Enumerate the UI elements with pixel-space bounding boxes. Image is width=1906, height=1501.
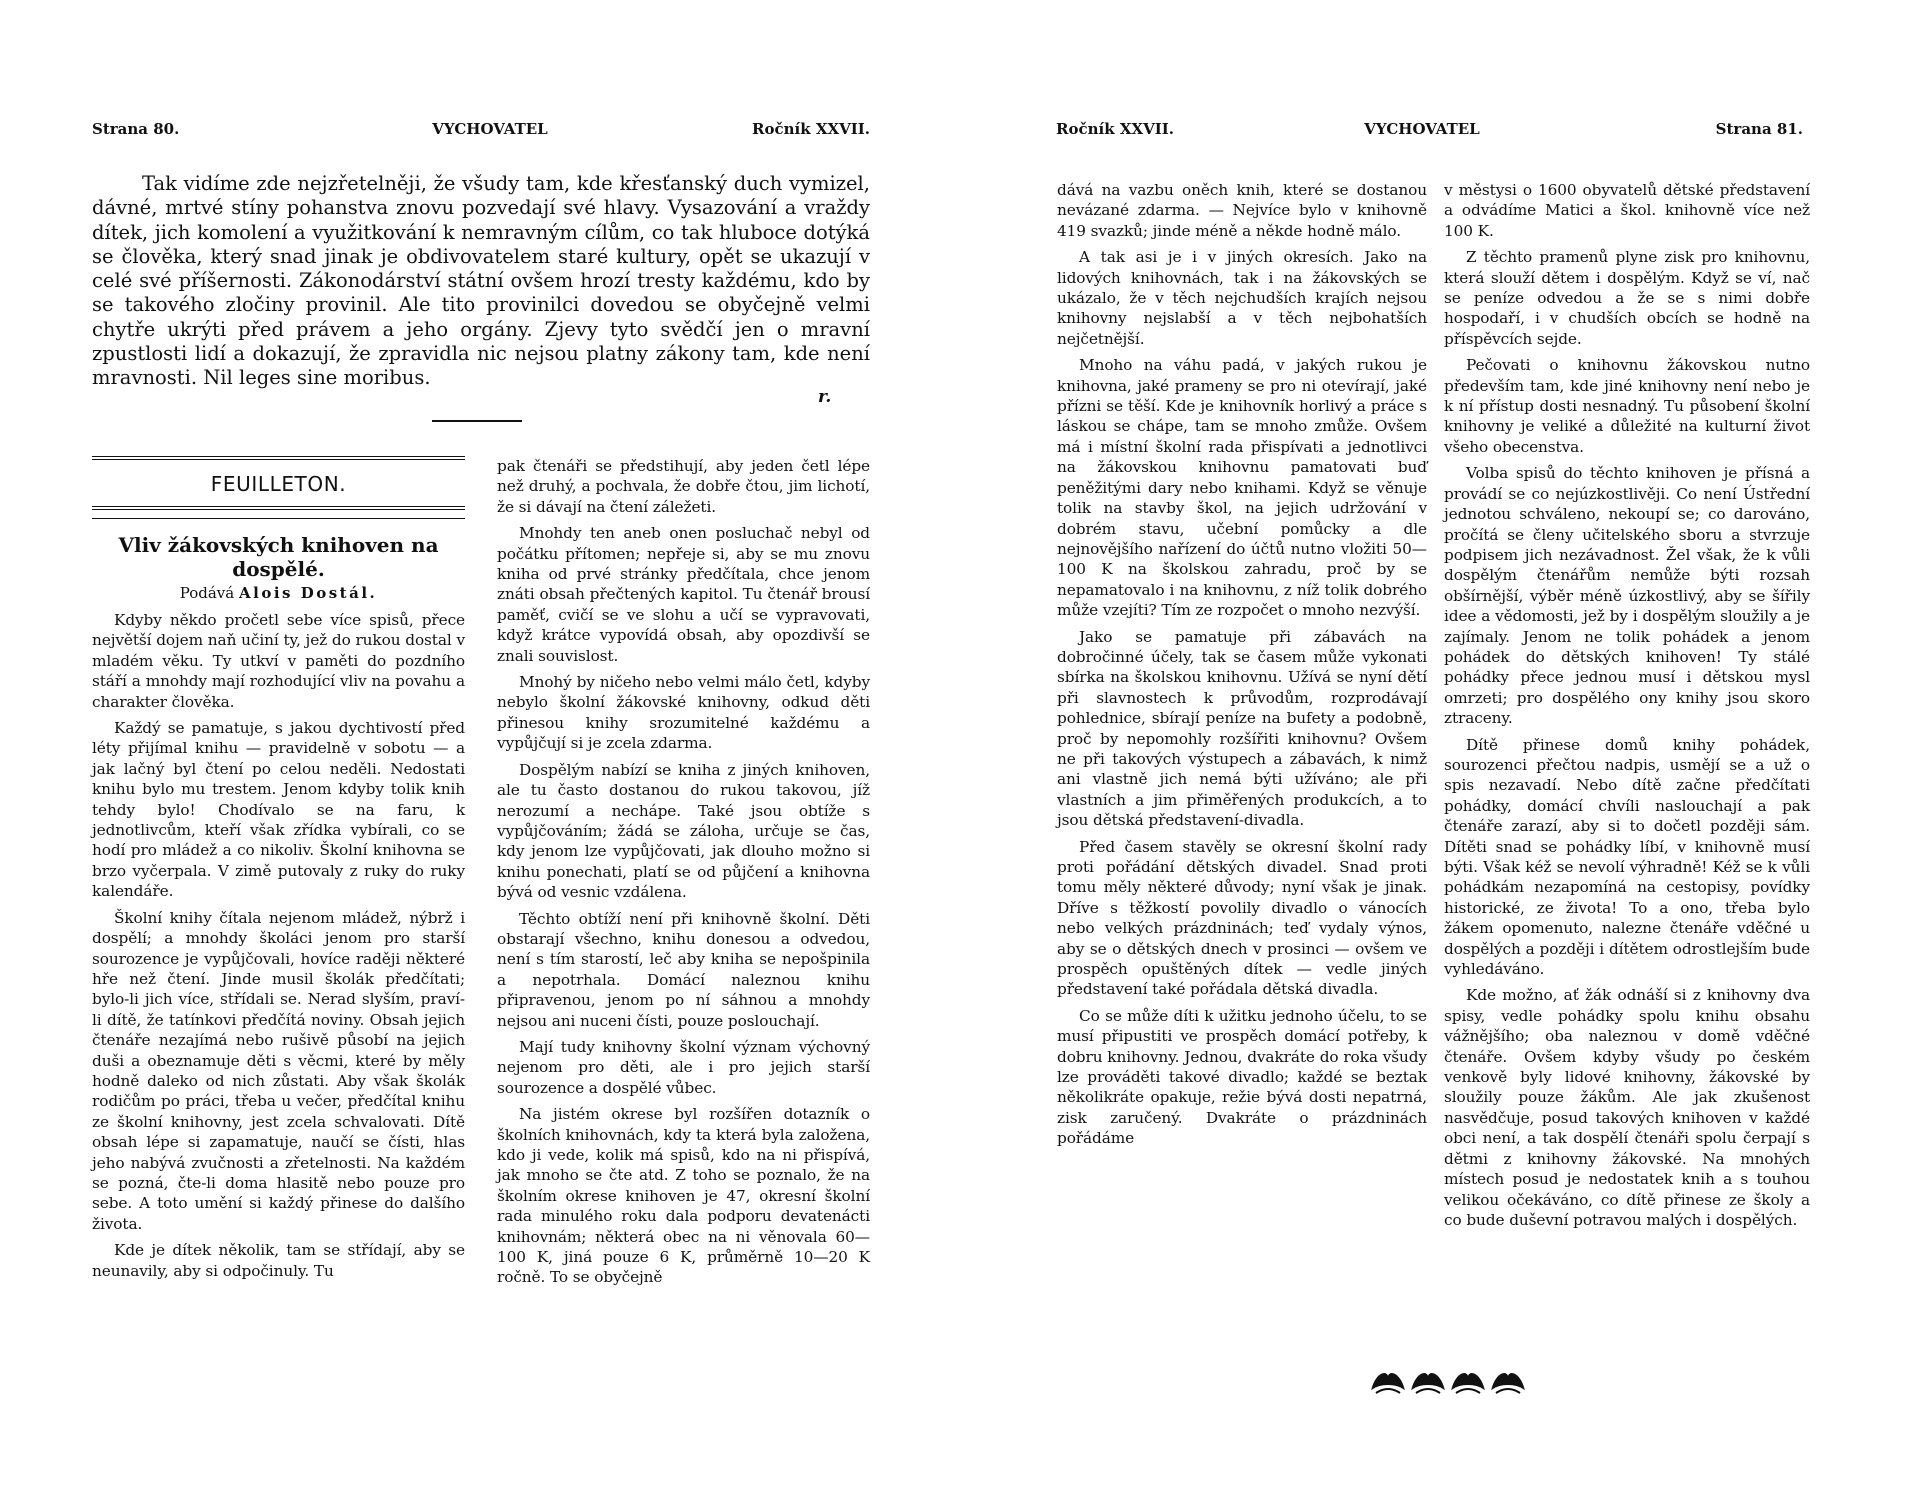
section-divider [432, 420, 522, 422]
feuilleton-top-rule [92, 456, 465, 460]
paragraph: Před časem stavěly se okresní školní rady proti pořádání dětských divadel. Snad proti tomu měly některé důvody; nyní však je jinak. Dříve s těžkostí povolily divadlo o vánocích nebo velkých prázdninách; teď vydaly výnos, aby se o dětských dnech v prosinci — ovšem ve prospěch opuštěných dítek — vedle jiných představení také pořádala dětská divadla. [1057, 837, 1427, 999]
paragraph: Jako se pamatuje při zábavách na dobročinné účely, tak se časem může vykonati sbírka na školskou knihovnu. Užívá se nyní dětí při slavnostech k průvodům, rozprodávají pohlednice, sbírají peníze na bufety a podobně, proč by nepomohly rozšířiti knihovnu? Ovšem ne při takových výstupech a zábavách, k nimž ani vlastně jich nemá býti užíváno; ale při vlastních a jim přiměřených produkcích, a to jsou dětská představení-divadla. [1057, 627, 1427, 830]
paragraph: Mnoho na váhu padá, v jakých rukou je knihovna, jaké prameny se pro ni otevírají, jaké přízni se těší. Kde je knihovník horlivý a práce s láskou se chápe, tam se mnoho zmůže. Ovšem má i místní školní rada přispívati a jednotlivci na žákovskou knihovnu pamatovati buď peněžitými dary nebo knihami. Když se věnuje tolik na stavby škol, na jejich udržování v dobrém stavu, učební pomůcky a dle nejnovějšího nařízení do účtů nutno vložiti 50—100 K na školskou zahradu, proč by se nepamatovalo i na knihovnu, z níž tolik dobrého může vzejíti? Tím ze rozpočet o mnoho nezvýší. [1057, 356, 1427, 620]
paragraph: Kde je dítek několik, tam se střídají, aby se neunavily, aby si odpočinuly. Tu [92, 1241, 465, 1280]
section-label: FEUILLETON. [210, 472, 347, 496]
paragraph: Mnohý by ničeho nebo velmi málo četl, kdyby nebylo školní žákovské knihovny, odkud děti přinesou knihy srozumitelné každému a vypůjčují si je zcela zdarma. [497, 673, 870, 753]
paragraph: pak čtenáři se předstihují, aby jeden četl lépe než druhý, a pochvala, že dobře čtou, jim lichotí, že si dávají na čtení záležeti. [497, 457, 870, 516]
right-column-1 [1057, 180, 1427, 1149]
paragraph: Každý se pamatuje, s jakou dychtivostí před léty přijímal knihu — pravidelně v sobotu — a jak lačný byl čtení po celou neděli. Nedostati knihu bylo mu trestem. Jenom kdyby tolik knih tehdy bylo! Chodívalo se na faru, k jednotlivcům, kteří však zřídka vybírali, co se hodí pro mládež a co nikoliv. Školní knihovna se brzo vyčerpala. V zimě putovaly z ruky do ruky kalendáře. [92, 719, 465, 901]
paragraph: Mají tudy knihovny školní význam výchovný nejenom pro děti, ale i pro jejich starší sourozence a dospělé vůbec. [497, 1037, 870, 1097]
intro-text [92, 172, 870, 391]
feuilleton-bottom-rule [92, 506, 465, 510]
paragraph: Kde možno, ať žák odnáší si z knihovny dva spisy, vedle pohádky spolu knihu obsahu vážnějšího; oba naleznou v domě vděčné čtenáře. Ovšem kdyby všudy po českém venkově byly lidové knihovny, žákovské by sloužily pouze žákům. Ale jak zkušenost nasvědčuje, posud takových knihoven v každé obci není, a tak dospělí čtenáři spolu čerpají s dětmi z knihovny žákovské. Na mnohých místech posud je nedostatek knih a s touhou velikou očekáváno, co dítě přinese ze školy a co bude duševní potravou malých i dospělých. [1444, 986, 1810, 1229]
paragraph: v městysi o 1600 obyvatelů dětské představení a odvádíme Matici a škol. knihovně více než 100 K. [1444, 181, 1810, 240]
journal-title: VYCHOVATEL [1364, 120, 1480, 138]
intro-paragraph: Tak vidíme zde nejzřetelněji, že všudy tam, kde křesťanský duch vymizel, dávné, mrtvé stíny pohanstva znovu pozvedají své hlavy. Vysazování a vraždy dítek, jich komolení a využitkování k nemravným cílům, co tak hluboce dotýká se člověka, který snad jinak je obdivovatelem staré kultury, opět se ukazují v celé své příšernosti. Zákonodárství státní ovšem hrozí tresty každému, kdo by se takového zločiny provinil. Ale tito provinilci dovedou se obyčejně velmi chytře ukrýti před právem a jeho orgány. Zjevy tyto svědčí jen o mravní zpustlosti lidí a dokazují, že zpravidla nic nejsou platny zákony tam, kde není mravnosti. Nil leges sine moribus. [92, 172, 870, 390]
page-number: Strana 81. [1715, 120, 1803, 138]
byline-author: Alois Dostál. [239, 584, 378, 602]
paragraph: dává na vazbu oněch knih, které se dostanou nevázané zdarma. — Nejvíce bylo v knihovně 419 svazků; jinde méně a někde hodně málo. [1057, 181, 1427, 240]
paragraph: Pečovati o knihovnu žákovskou nutno především tam, kde jiné knihovny není nebo je k ní přístup dosti nesnadný. Tu působení školní knihovny je veliké a důležité na kulturní život všeho obecenstva. [1444, 356, 1810, 456]
floral-vignette-ornament-icon [1368, 1363, 1528, 1403]
right-page [953, 0, 1906, 1501]
right-column-2 [1444, 180, 1810, 1230]
intro-signature: r. [818, 387, 832, 407]
feuilleton-thin-rule [92, 518, 465, 519]
page-number: Strana 80. [92, 120, 180, 138]
paragraph: A tak asi je i v jiných okresích. Jako na lidových knihovnách, tak i na žákovských se ukázalo, že v těch nejchudších krajích nejsou knihovny nejslabší a v těch nejbohatších nejčetnější. [1057, 248, 1427, 348]
paragraph: Co se může díti k užitku jednoho účelu, to se musí připustiti ve prospěch domácí potřeby, k dobru knihovny. Jednou, dvakráte do roka všudy lze prováděti takové divadlo; každé se beztak několikráte opakuje, režie bývá dosti nepatrná, zisk zaručený. Dvakráte o prázdninách pořádáme [1057, 1006, 1427, 1148]
article-byline [92, 584, 465, 602]
paragraph: Volba spisů do těchto knihoven je přísná a provádí se co nejúzkostlivěji. Co není Ústřední jednotou schváleno, nekoupí se; co darováno, pročítá se členy učitelského sboru a stvrzuje podpisem jich nezávadnost. Žel však, že k vůli dospělým čtenářům nemůže býti rozsah obšírnější, výběr méně úzkostlivý, aby se šířily idee a vědomosti, jež by i dospělým sloužily a je zajímaly. Jenom ne tolik pohádek a jenom pohádek do dětských knihoven! Ty stálé pohádky přece jednou musí i dětskou mysl omrzeti; pro dospělého ony knihy jsou skoro ztraceny. [1444, 464, 1810, 728]
paragraph: Těchto obtíží není při knihovně školní. Děti obstarají všechno, knihu donesou a odvedou, není s tím starostí, leč aby kniha se nepošpinila a nepotrhala. Domácí naleznou knihu připravenou, jenom po ní sáhnou a mnohdy nejsou ani nuceni čísti, pouze poslouchají. [497, 909, 870, 1030]
paragraph: Kdyby někdo pročetl sebe více spisů, přece největší dojem naň učiní ty, jež do rukou dostal v mladém věku. Ty utkví v paměti do pozdního stáří a mnohdy mají rozhodující vliv na povahu a charakter člověka. [92, 611, 465, 711]
paragraph: Dítě přinese domů knihy pohádek, sourozenci přečtou nadpis, usmějí se a už o spis nezavadí. Nebo dítě začne předčítati pohádky, domácí chvíli naslouchají a pak čtenáře zarazí, aby si to dočetl později sám. Dítěti snad se pohádky líbí, v knihovně musí býti. Však kéž se nevolí výhradně! Kéž se k vůli pohádkám nezapomíná na cestopisy, povídky historické, ze života! To a ono, třeba bylo žákem opomenuto, nalezne čtenáře vděčné u dospělých a později i dítětem odrostlejším bude vyhledáváno. [1444, 735, 1810, 979]
paragraph: Z těchto pramenů plyne zisk pro knihovnu, která slouží dětem i dospělým. Když se ví, nač se peníze odvedou a že se s nimi dobře hospodaří, i v chudších obcích se hodně na příspěvcích sejde. [1444, 248, 1810, 348]
article-title: Vliv žákovských knihoven na dospělé. [118, 533, 439, 581]
journal-title: VYCHOVATEL [432, 120, 548, 138]
volume-label: Ročník XXVII. [1056, 120, 1174, 138]
paragraph: Na jistém okrese byl rozšířen dotazník o školních knihovnách, kdy ta která byla založena, kdo ji vede, kolik má spisů, kdo na ni přispívá, jak mnoho se čte atd. Z toho se poznalo, že na školním okrese knihoven je 47, okresní školní rada minulého roku dala podporu devatenácti knihovnám; některá obec na ni věnovala 60—100 K, jiná pouze 6 K, průměrně 10—20 K ročně. To se obyčejně [497, 1105, 870, 1287]
left-column-2 [497, 456, 870, 1288]
paragraph: Mnohdy ten aneb onen posluchač nebyl od počátku přítomen; nepřeje si, aby se mu znovu kniha od prvé stránky předčítala, chce jenom znáti obsah přečtených kapitol. Tu čtenář brousí paměť, cvičí se ve slohu a učí se vypravovati, když krátce vypovídá obsah, aby opozdivší se znali souvislost. [497, 524, 870, 665]
byline-prefix: Podává [179, 584, 235, 602]
paragraph: Školní knihy čítala nejenom mládež, nýbrž i dospělí; a mnohdy školáci jenom pro starší sourozence je vypůjčovali, hovíce raději některé hře než čtení. Jinde musil školák předčítati; bylo-li jich více, střídali se. Nerad slyším, praví-li dítě, že tatínkovi předčítá noviny. Obsah jejich čtenáře nezajímá nebo rušivě působí na jejich duši a obeznamuje děti s věcmi, které by měly hodně daleko od nich zůstati. Aby však školák rodičům po práci, třeba u večer, předčítal knihu ze školní knihovny, jest zcela schvalovati. Dítě obsah lépe si zapamatuje, naučí se čísti, hlas jeho nabývá zvučnosti a zřetelnosti. Na každém se pozná, čte-li doma hlasitě nebo pouze pro sebe. A toto umění si každý přinese do dalšího života. [92, 908, 465, 1233]
paragraph: Dospělým nabízí se kniha z jiných knihoven, ale tu často dostanou do rukou takovou, jíž nerozumí a nechápe. Také jsou obtíže s vypůjčováním; žádá se záloha, určuje se čas, kdy jenom lze vypůjčovati, jak dlouho možno si knihu ponechati, platí se od půjčení a knihovna bývá od vesnic vzdálena. [497, 760, 870, 902]
left-column-1 [92, 610, 465, 1281]
volume-label: Ročník XXVII. [752, 120, 870, 138]
